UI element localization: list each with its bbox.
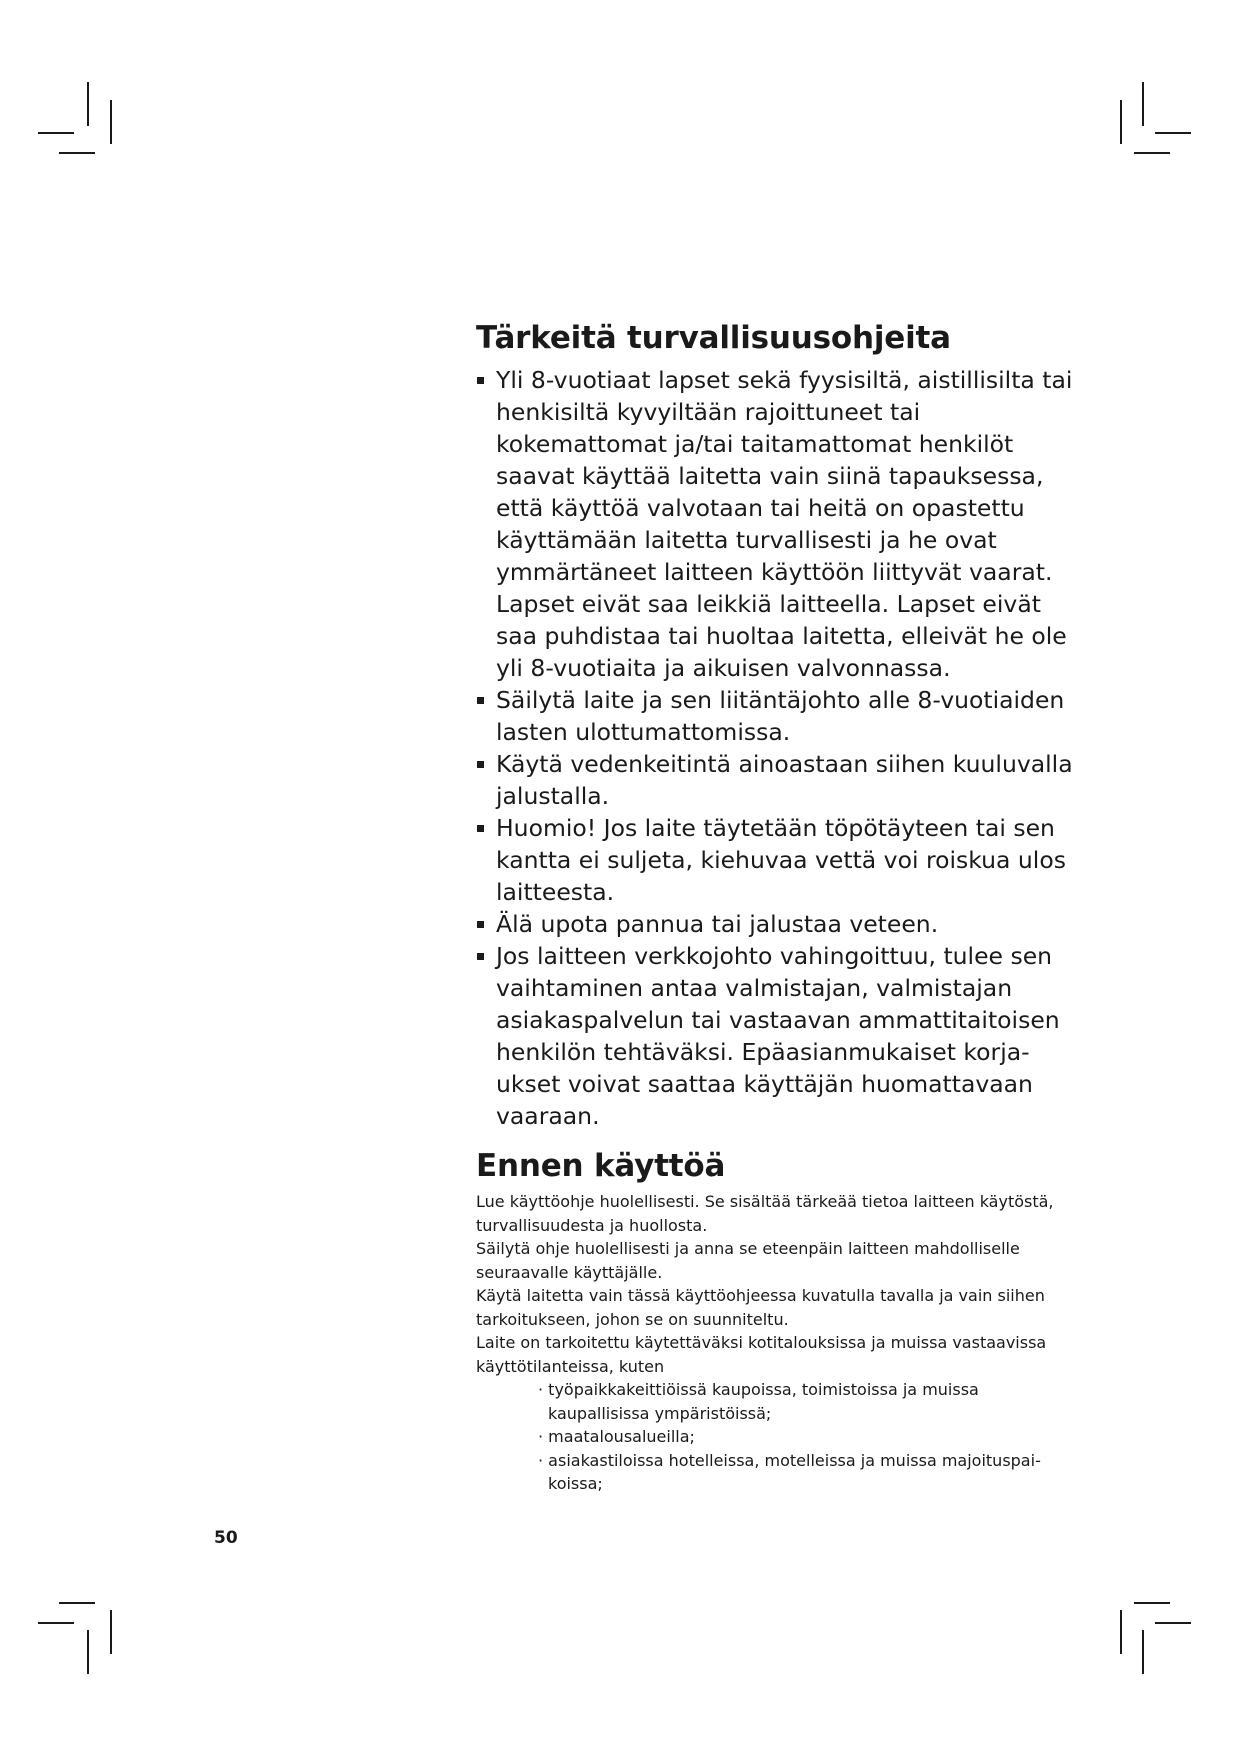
crop-mark — [1120, 1610, 1122, 1654]
list-item: · maatalousalueilla; — [538, 1427, 695, 1446]
crop-mark — [110, 1610, 112, 1654]
list-item: Käytä vedenkeitintä ainoastaan siihen kuuluvalla jalustalla. — [496, 748, 1076, 812]
crop-mark — [1142, 82, 1144, 126]
list-item: · työpaikkakeittiöissä kaupoissa, toimistoissa ja muissa kaupallisissa ympäristöissä; — [538, 1380, 979, 1423]
safety-heading: Tärkeitä turvallisuusohjeita — [476, 320, 951, 356]
list-item: Yli 8-vuotiaat lapset sekä fyysisiltä, aistillisilta tai henkisiltä kyvyiltään rajoittuneet tai kokemattomat ja/tai taitamattomat henkilöt saavat käyttää laitetta vain siinä tapauksessa, että käyttöä valvotaan tai heitä on opastettu käyttämään laitetta turvallisesti ja he ovat ymmärtäneet laitteen käyttöön liittyvät vaarat. Lapset eivät saa leikkiä laitteella. Lapset eivät saa puhdistaa tai huoltaa laitetta, elleivät he ole yli 8-vuotiaita ja aikuisen valvonnassa. — [496, 364, 1076, 684]
crop-mark — [38, 1622, 74, 1624]
crop-mark — [1155, 1622, 1191, 1624]
crop-mark — [1134, 1602, 1170, 1604]
paragraph: Säilytä ohje huolellisesti ja anna se eteenpäin laitteen mahdolliselle seuraavalle käyttäjälle. — [476, 1239, 1020, 1282]
crop-mark — [87, 1630, 89, 1674]
crop-mark — [38, 132, 74, 134]
list-item: Säilytä laite ja sen liitäntäjohto alle 8-vuotiaiden lasten ulottumattomissa. — [496, 684, 1076, 748]
list-item: Jos laitteen verkkojohto vahingoittuu, tulee sen vaihtaminen antaa valmistajan, valmistajan asiakaspalvelun tai vastaavan ammattitaitoisen henkilön tehtäväksi. Epäasianmukaiset korjaukset voivat saattaa käyttäjän huomattavaan vaaraan. — [496, 940, 1076, 1132]
main-content — [476, 318, 1076, 1496]
crop-mark — [59, 152, 95, 154]
safety-list — [476, 364, 1076, 1132]
list-item: Älä upota pannua tai jalustaa veteen. — [496, 908, 1076, 940]
crop-mark — [110, 100, 112, 144]
crop-mark — [1134, 152, 1170, 154]
crop-mark — [1120, 100, 1122, 144]
crop-mark — [1155, 132, 1191, 134]
before-use-heading: Ennen käyttöä — [476, 1148, 726, 1184]
paragraph: Käytä laitetta vain tässä käyttöohjeessa kuvatulla tavalla ja vain siihen tarkoitukseen, johon se on suunniteltu. — [476, 1286, 1045, 1329]
paragraph: Laite on tarkoitettu käytettäväksi kotitalouksissa ja muissa vastaavissa käyttötilanteissa, kuten — [476, 1333, 1047, 1376]
crop-mark — [87, 82, 89, 126]
paragraph: Lue käyttöohje huolellisesti. Se sisältää tärkeää tietoa laitteen käytöstä, turvallisuudesta ja huollosta. — [476, 1192, 1054, 1235]
list-item: Huomio! Jos laite täytetään töpötäyteen tai sen kantta ei suljeta, kiehuvaa vettä voi roiskua ulos laitteesta. — [496, 812, 1076, 908]
crop-mark — [59, 1602, 95, 1604]
usage-list — [476, 1378, 1076, 1496]
crop-mark — [1142, 1630, 1144, 1674]
list-item: · asiakastiloissa hotelleissa, motelleissa ja muissa majoituspaikoissa; — [538, 1450, 1041, 1493]
page-number: 50 — [214, 1528, 238, 1548]
